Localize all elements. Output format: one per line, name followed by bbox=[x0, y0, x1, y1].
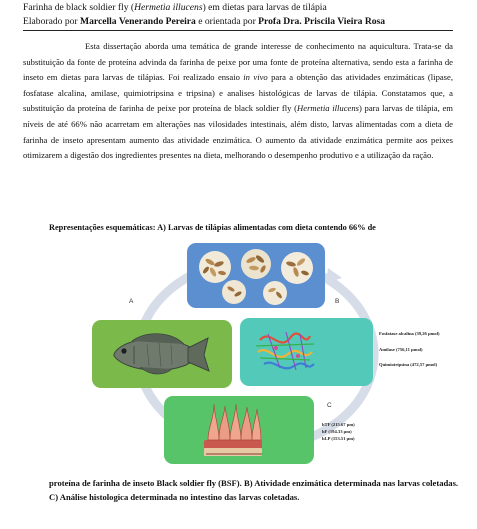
meal-photo-2 bbox=[241, 249, 271, 279]
byline-middle: e orientada por bbox=[195, 16, 259, 27]
abstract-text-1: Esta dissertação aborda uma temática de grande interesse de conhecimento na aquicultura. Trata-se da substituição da fonte de proteína advinda da farinha de peixe por uma fonte de proteína alternativa, sendo esta a farinha de inseto em dietas para larvas de tilápias. Foi realizado ensaio bbox=[23, 41, 453, 83]
meal-photo-4 bbox=[222, 280, 246, 304]
byline-prefix: Elaborado por bbox=[23, 16, 81, 27]
histology-value-1: hTF (215.67 μm) bbox=[322, 422, 355, 427]
abstract-paragraph bbox=[23, 39, 453, 164]
label-b: B bbox=[335, 298, 340, 305]
histology-value-2: hF (194.33 μm) bbox=[322, 429, 352, 434]
enzyme-value-1: Fosfatase alcalina (39,26 μmol) bbox=[379, 331, 440, 336]
abstract-text-2: para a obtenção das atividades enzimáticas (lipase, fosfatase alcalina, amilase, quimiotripsina e tripsina) e analises histológicas de larvas de tilápia. Constatamos que, a substituição da proteína de farinha de peixe por proteína de black soldier fly ( bbox=[23, 72, 453, 114]
figure-heading: Representações esquemáticas: A) Larvas de tilápias alimentadas com dieta contendo 66% de bbox=[49, 223, 376, 232]
title-text: Farinha de black soldier fly ( bbox=[23, 2, 135, 13]
abstract-in-vivo: in vivo bbox=[243, 72, 268, 83]
insect-meal-photos-panel bbox=[187, 243, 325, 308]
authorship-line bbox=[23, 16, 385, 27]
title-text-end: ) em dietas para larvas de tilápia bbox=[202, 2, 327, 13]
histology-value-3: hLP (153.51 μm) bbox=[322, 436, 355, 441]
intestinal-villi-illustration-icon bbox=[164, 396, 314, 464]
insect-meal-photos-icon bbox=[187, 243, 325, 308]
meal-photo-1 bbox=[199, 251, 231, 283]
label-a: A bbox=[129, 298, 134, 305]
meal-photo-5 bbox=[263, 281, 287, 305]
tilapia-fish-icon bbox=[92, 320, 232, 388]
author-name: Marcella Venerando Pereira bbox=[80, 16, 196, 27]
histology-panel bbox=[164, 396, 314, 464]
abstract-text-3: ) para larvas de tilápia, em níveis de até 66% não acarretam em alterações nas vilosidades intestinais, além disto, larvas alimentadas com a dieta de farinha de inseto apresentam aumento das atividade enzimática. O aumento da atividade enzimática permite aos peixes otimizarem a digestão dos ingredientes presentes na dieta, melhorando o desempenho produtivo e a utilização da ração. bbox=[23, 103, 453, 161]
tilapia-panel bbox=[92, 320, 232, 388]
abstract-species: Hermetia illucens bbox=[297, 103, 359, 114]
enzyme-value-3: Quimiotripsina (472,57 μmol) bbox=[379, 362, 438, 367]
title-species: Hermetia illucens bbox=[134, 2, 203, 13]
enzyme-panel bbox=[240, 318, 373, 386]
label-c: C bbox=[327, 402, 332, 409]
header-divider bbox=[23, 30, 453, 31]
advisor-name: Profa Dra. Priscila Vieira Rosa bbox=[258, 16, 386, 27]
figure-caption: proteína de farinha de inseto Black soldier fly (BSF). B) Atividade enzimática determinada nas larvas coletadas. C) Análise histologica determinada no intestino das larvas coletadas. bbox=[49, 478, 459, 502]
meal-photo-3 bbox=[281, 252, 313, 284]
schematic-diagram bbox=[80, 238, 470, 474]
enzyme-protein-structure-icon bbox=[240, 318, 373, 386]
enzyme-value-2: Amilase (756,11 μmol) bbox=[379, 347, 423, 352]
document-title bbox=[23, 2, 327, 13]
